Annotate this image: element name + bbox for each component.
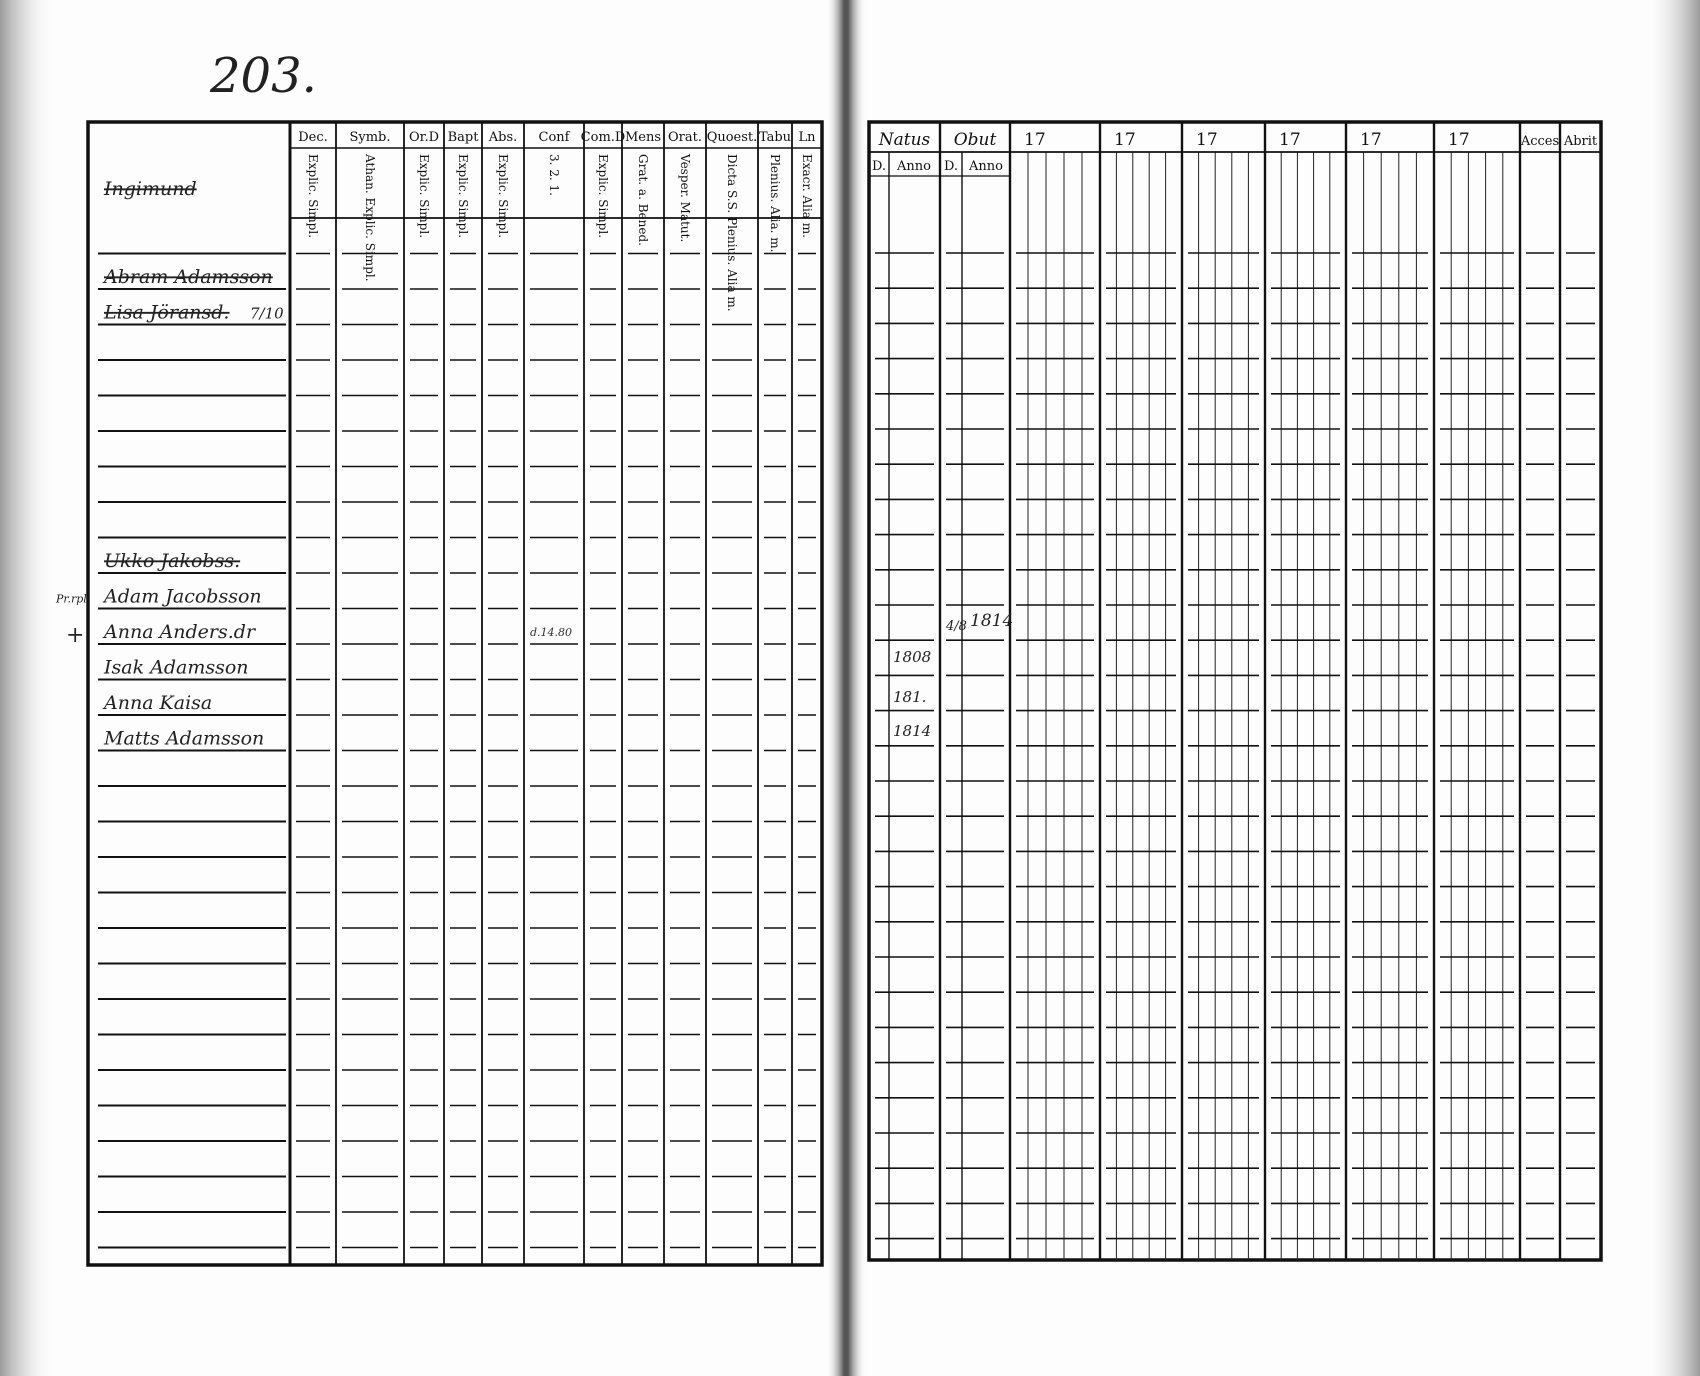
left-column-subheader: Explic. Simpl. [596,154,610,239]
name-entry: Abram Adamsson [104,266,273,288]
right-subheader: D. [871,159,887,174]
left-column-subheader: 3. 2. 1. [547,154,561,196]
name-entry: Matts Adamsson [104,727,265,750]
left-column-header: Mens [624,130,662,145]
birth-year: 1814 [893,722,932,740]
right-column-header: 17 [1360,130,1382,150]
name-entry: Ukko Jakobss. [104,550,241,572]
left-column-subheader: Athan. Explic. Simpl. [363,154,377,282]
right-subheader: Anno [897,159,931,174]
left-column-header: Tabu [758,130,792,145]
right-column-header: Acces [1520,134,1560,149]
left-column-header: Bapt [447,130,479,145]
page-number: 203. [210,48,317,104]
right-subheader: Anno [969,159,1003,174]
death-year: 1814 [970,611,1014,631]
birth-year: 1808 [893,648,932,666]
name-entry: Ingimund [104,178,197,200]
entry-note: 7/10 [250,304,284,323]
left-column-header: Abs. [488,130,518,145]
name-entry: Adam Jacobsson [104,585,262,608]
right-column-header: 17 [1196,130,1218,150]
left-column-subheader: Explic. Simpl. [417,154,431,239]
right-column-header: 17 [1024,130,1046,150]
right-column-header: 17 [1448,130,1470,150]
right-column-header: Obut [953,130,997,150]
left-column-header: Quoest. [706,130,758,145]
left-column-header: Conf [538,130,570,145]
left-column-header: Orat. [668,130,702,145]
death-day: 4/8 [946,619,967,634]
left-column-header: Or.D [409,130,439,145]
name-entry: Anna Anders.dr [104,621,256,643]
right-binding-edge [1645,0,1700,1376]
left-column-header: Dec. [298,130,328,145]
left-column-subheader: Explic. Simpl. [456,154,470,239]
right-column-header: Abrit [1563,134,1598,149]
name-entry: Lisa Jöransd. [104,301,230,324]
left-column-subheader: Plenius. Alia. m. [768,154,782,253]
birth-year: 181. [893,688,927,706]
left-column-subheader: Vesper. Matut. [678,154,692,243]
conf-note: d.14.80 [530,626,573,639]
left-column-subheader: Dicta S.S. Plenius. Alia m. [725,154,739,312]
left-column-subheader: Grat. a. Bened. [636,154,650,246]
right-column-header: 17 [1279,130,1301,150]
name-entry: Anna Kaisa [104,692,213,714]
left-column-subheader: Explic. Simpl. [306,154,320,239]
left-column-header: Symb. [349,130,391,145]
left-column-subheader: Exacr. Alia m. [800,154,814,238]
name-entry: Isak Adamsson [104,656,249,679]
right-column-header: Natus [878,130,931,150]
left-column-header: Com.D [580,130,626,145]
right-subheader: D. [943,159,959,174]
left-column-subheader: Explic. Simpl. [496,154,510,239]
margin-mark: + [66,623,85,648]
left-column-header: Ln [798,130,816,145]
left-binding-edge [0,0,55,1376]
margin-mark: Pr.rpl [56,592,87,606]
book-gutter [826,0,866,1376]
right-column-header: 17 [1114,130,1136,150]
